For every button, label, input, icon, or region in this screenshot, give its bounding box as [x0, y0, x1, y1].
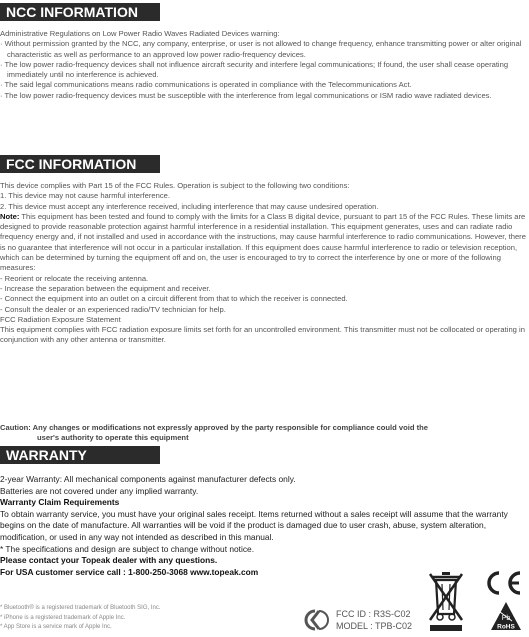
- trademark-notes: [0, 604, 161, 633]
- claim-title: Warranty Claim Requirements: [0, 497, 120, 508]
- claim-text: To obtain warranty service, you must have your original sales receipt. Items returned without a sales receipt will assume that the warranty begins on the date of manufacture. All warranties will be void if the product is damaged due to user crash, abuse, system alteration, modification, or used in any way not intended as described in this manual.: [0, 508, 508, 542]
- contact-note: Please contact your Topeak dealer with any questions.: [0, 555, 218, 566]
- fcc-measure: - Consult the dealer or an experienced radio/TV technician for help.: [0, 304, 226, 314]
- fcc-condition: 1. This device may not cause harmful interference.: [0, 191, 170, 201]
- fcc-section: [0, 181, 529, 346]
- service-line: For USA customer service call : 1-800-250-3068 www.topeak.com: [0, 566, 259, 577]
- ncc-line: · Without permission granted by the NCC, any company, enterprise, or user is not allowed to change frequency, enhance transmitting power or alter original characteristic as well as performance to an approved low power radio-frequency devices.: [0, 39, 522, 59]
- radiation-text: This equipment complies with FCC radiation exposure limits set forth for an uncontrolled environment. This transmitter must not be collocated or operating in conjunction with any other antenna or transmitter.: [0, 325, 525, 345]
- model-number: MODEL : TPB-C02: [336, 620, 413, 631]
- caution-note: [0, 423, 529, 443]
- ncc-section: [0, 29, 529, 101]
- radiation-title: FCC Radiation Exposure Statement: [0, 314, 121, 324]
- fcc-intro: This device complies with Part 15 of the FCC Rules. Operation is subject to the following two conditions:: [0, 181, 350, 190]
- fcc-note: [0, 212, 529, 274]
- weee-bin-icon: [426, 570, 466, 632]
- battery-note: Batteries are not covered under any implied warranty.: [0, 485, 199, 496]
- warranty-header: WARRANTY: [0, 446, 160, 464]
- warranty-period: 2-year Warranty: All mechanical components against manufacturer defects only.: [0, 474, 296, 484]
- certification-ids: [336, 609, 412, 632]
- ce-mark-icon: [482, 571, 524, 595]
- kc-mark-icon: [304, 609, 330, 631]
- rohs-pb-free-icon: [489, 600, 523, 632]
- fcc-measure: - Increase the separation between the equipment and receiver.: [0, 283, 211, 293]
- ncc-header: NCC INFORMATION: [0, 3, 160, 21]
- trademark-line: * Bluetooth® is a registered trademark of Bluetooth SIG, Inc.: [0, 605, 161, 611]
- note-label: Note:: [0, 211, 20, 221]
- fcc-measure: - Reorient or relocate the receiving antenna.: [0, 273, 149, 283]
- ncc-line: · The said legal communications means radio communications is operated in compliance with the Telecommunications Act.: [0, 80, 412, 90]
- pb-label: Pb: [501, 615, 511, 622]
- rohs-label: RoHS: [497, 623, 515, 631]
- ncc-line: · The low power radio-frequency devices must be susceptible with the interference from legal communications or ISM radio wave radiated devices.: [0, 90, 492, 100]
- fcc-measure: - Connect the equipment into an outlet on a circuit different from that to which the receiver is connected.: [0, 294, 348, 304]
- ncc-line: · The low power radio-frequency devices shall not influence aircraft security and interfere legal communications; If found, the user shall cease operating immediately until no interference is achieved.: [0, 59, 509, 80]
- trademark-line: * iPhone is a registered trademark of Apple Inc.: [0, 614, 126, 621]
- fcc-condition: 2. This device must accept any interference received, including interference that may cause undesired operation.: [0, 201, 379, 211]
- fcc-id: FCC ID : R3S-C02: [336, 609, 411, 619]
- trademark-line: * App Store is a service mark of Apple Inc.: [0, 624, 112, 630]
- caution-line: user's authority to operate this equipment: [37, 433, 189, 442]
- ncc-line: Administrative Regulations on Low Power Radio Waves Radiated Devices warning:: [0, 29, 280, 38]
- warranty-section: [0, 474, 529, 578]
- fcc-header: FCC INFORMATION: [0, 155, 160, 173]
- note-text: This equipment has been tested and found to comply with the limits for a Class B digital device, pursuant to part 15 of the FCC Rules. These limits are designed to provide reasonable protection against harmful interference in a residential installation. This equipment generates, uses and can radiate radio frequency energy and, if not installed and used in accordance with the instructions, may cause harmful interference to radio communications. However, there is no guarantee that interference will not occur in a particular installation. If this equipment does cause harmful interference to radio or television reception, which can be determined by turning the equipment off and on, the user is encouraged to try to correct the interference by one or more of the following measures:: [0, 211, 526, 273]
- spec-note: * The specifications and design are subject to change without notice.: [0, 543, 255, 554]
- caution-line: Caution: Any changes or modifications not expressly approved by the party responsible for compliance could void the: [0, 423, 429, 432]
